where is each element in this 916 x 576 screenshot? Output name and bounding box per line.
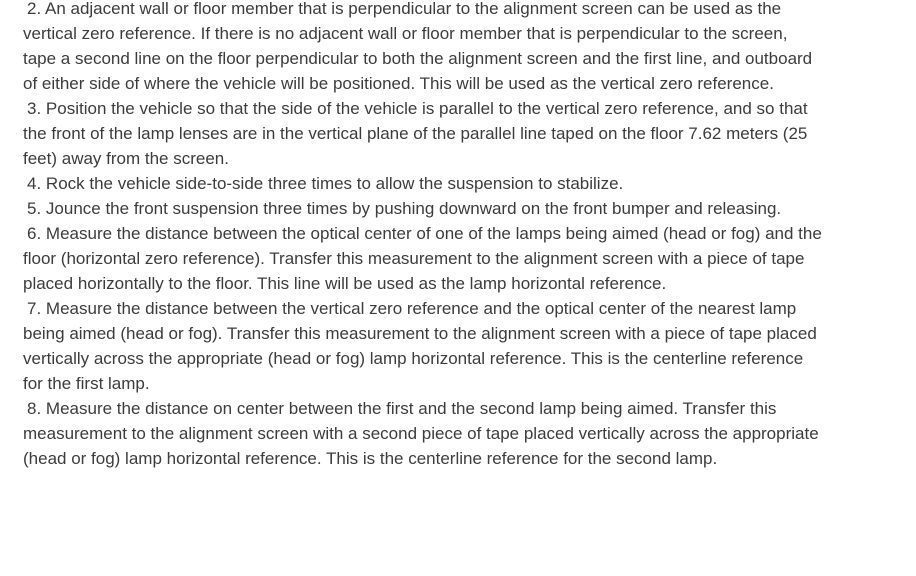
procedure-steps-list: [23, 0, 823, 471]
step-number: 5.: [27, 199, 42, 218]
procedure-step-8: [23, 396, 823, 471]
step-text: Measure the distance on center between the first and the second lamp being aimed. Transfer this measurement to the alignment screen with a second piece of tape placed vertically across the appropriate (head or fog) lamp horizontal reference. This is the centerline reference for the second lamp.: [23, 399, 819, 468]
procedure-step-4: [23, 171, 823, 196]
step-text: Rock the vehicle side-to-side three times to allow the suspension to stabilize.: [45, 174, 624, 193]
step-text: Jounce the front suspension three times by pushing downward on the front bumper and releasing.: [45, 199, 782, 218]
procedure-step-5: [23, 196, 823, 221]
step-text: Measure the distance between the vertical zero reference and the optical center of the nearest lamp being aimed (head or fog). Transfer this measurement to the alignment screen with a piece of tape placed vertically across the appropriate (head or fog) lamp horizontal reference. This is the centerline reference for the first lamp.: [23, 299, 817, 393]
procedure-step-6: [23, 221, 823, 296]
step-text: An adjacent wall or floor member that is perpendicular to the alignment screen can be used as the vertical zero reference. If there is no adjacent wall or floor member that is perpendicular to the screen, tape a second line on the floor perpendicular to both the alignment screen and the first line, and outboard of either side of where the vehicle will be positioned. This will be used as the vertical zero reference.: [23, 0, 813, 93]
procedure-step-2: [23, 0, 823, 96]
procedure-step-3: [23, 96, 823, 171]
step-text: Measure the distance between the optical center of one of the lamps being aimed (head or fog) and the floor (horizontal zero reference). Transfer this measurement to the alignment screen with a piece of tape placed horizontally to the floor. This line will be used as the lamp horizontal reference.: [23, 224, 822, 293]
step-number: 6.: [27, 224, 42, 243]
step-text: Position the vehicle so that the side of the vehicle is parallel to the vertical zero reference, and so that the front of the lamp lenses are in the vertical plane of the parallel line taped on the floor 7.62 meters (25 feet) away from the screen.: [23, 99, 808, 168]
step-number: 7.: [27, 299, 42, 318]
step-number: 3.: [27, 99, 42, 118]
procedure-step-7: [23, 296, 823, 396]
step-number: 8.: [27, 399, 42, 418]
step-number: 4.: [27, 174, 42, 193]
step-number: 2.: [27, 0, 42, 18]
